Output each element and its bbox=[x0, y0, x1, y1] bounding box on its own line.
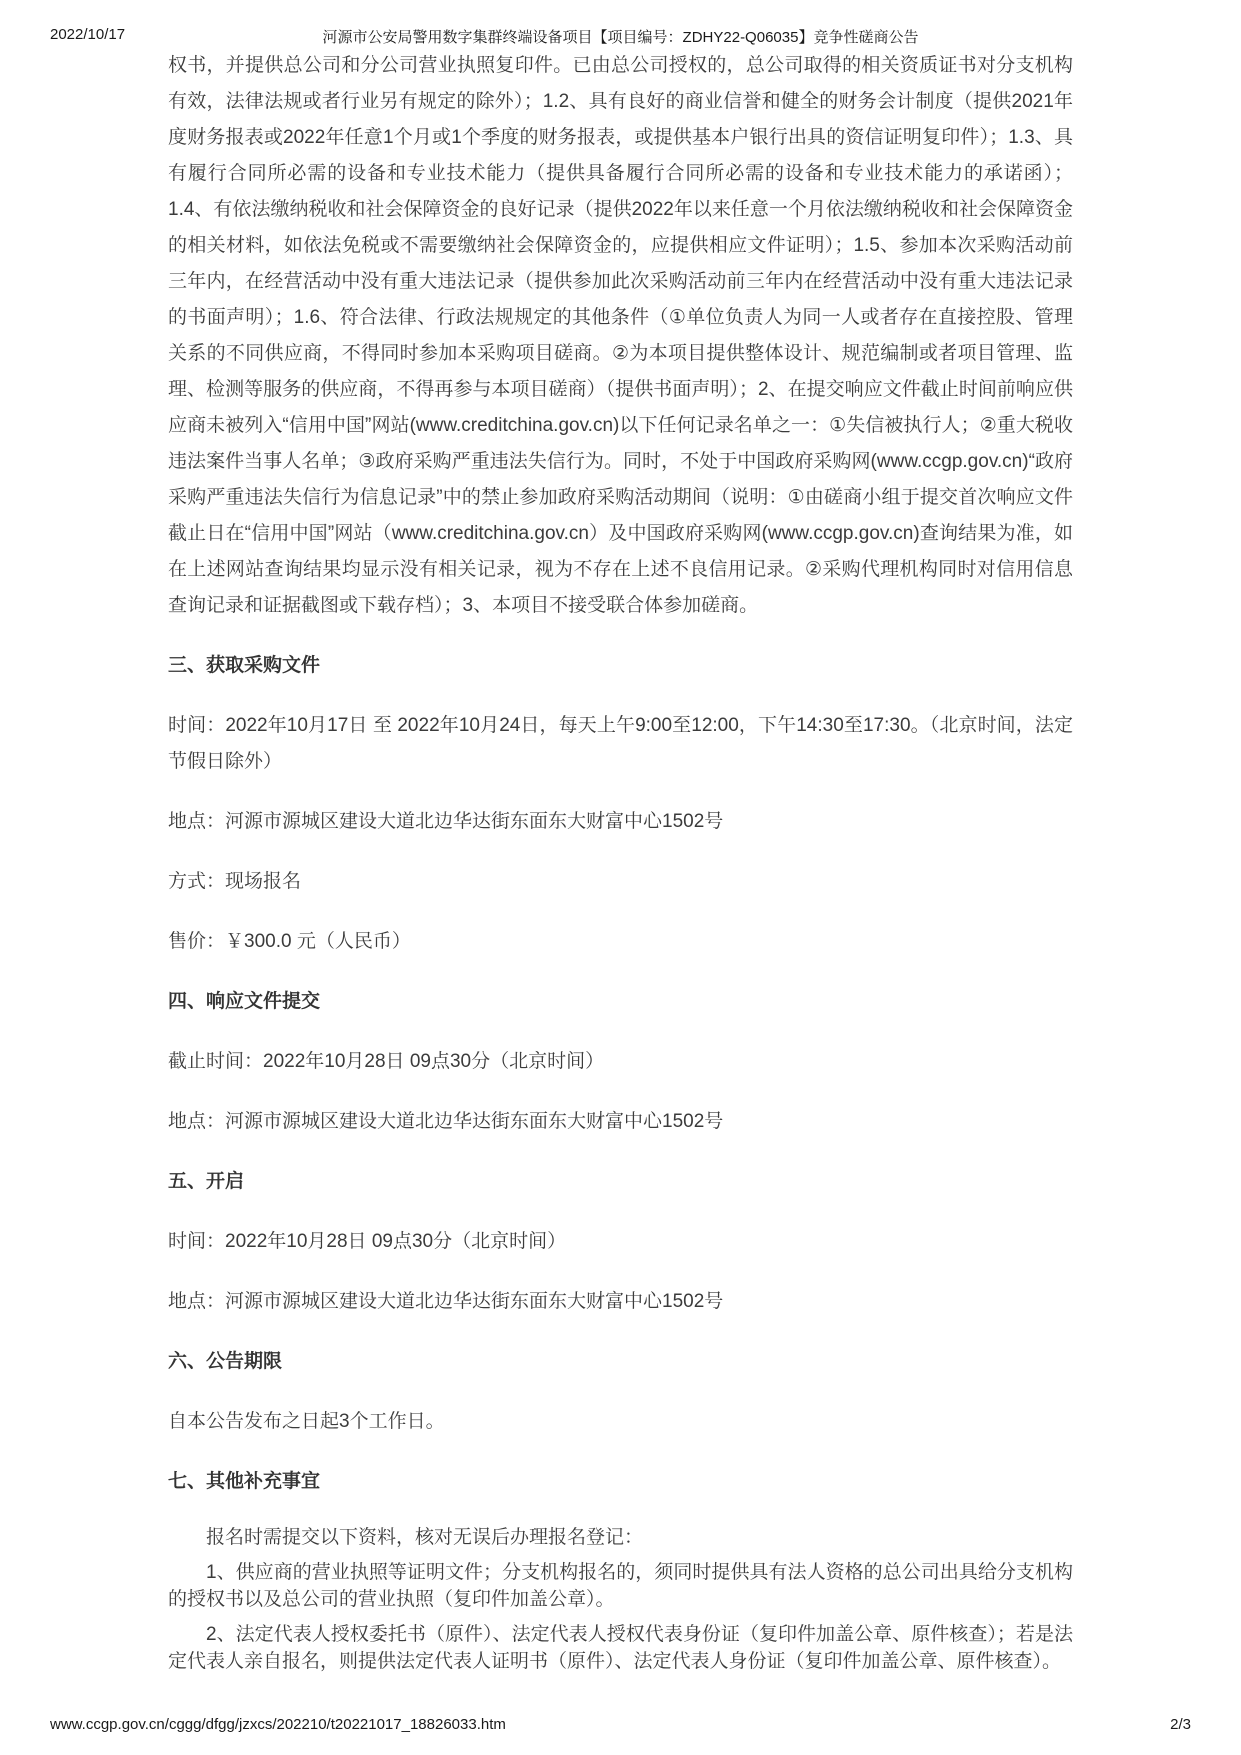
obtain-method-line: 方式：现场报名 bbox=[168, 871, 302, 892]
print-footer bbox=[50, 1716, 1191, 1733]
print-date: 2022/10/17 bbox=[50, 26, 126, 43]
document-content bbox=[168, 48, 1073, 1683]
section-heading-response-document-submission: 四、响应文件提交 bbox=[168, 991, 321, 1012]
print-header bbox=[50, 26, 1191, 48]
opening-time-line: 时间：2022年10月28日 09点30分（北京时间） bbox=[168, 1231, 567, 1252]
footer-page-number: 2/3 bbox=[1170, 1716, 1191, 1733]
footer-url: www.ccgp.gov.cn/cggg/dfgg/jzxcs/202210/t20221017_18826033.htm bbox=[50, 1716, 506, 1733]
submission-location-line: 地点：河源市源城区建设大道北边华达街东面东大财富中心1502号 bbox=[168, 1111, 724, 1132]
section-heading-opening: 五、开启 bbox=[168, 1171, 245, 1192]
obtain-location-line: 地点：河源市源城区建设大道北边华达街东面东大财富中心1502号 bbox=[168, 811, 724, 832]
registration-material-item-2: 2、法定代表人授权委托书（原件）、法定代表人授权代表身份证（复印件加盖公章、原件核查）；若是法定代表人亲自报名，则提供法定代表人证明书（原件）、法定代表人身份证（复印件加盖公章、原件核查）。 bbox=[168, 1624, 1073, 1672]
section-heading-other-supplementary-matters: 七、其他补充事宜 bbox=[168, 1471, 321, 1492]
qualification-requirements-paragraph: 权书，并提供总公司和分公司营业执照复印件。已由总公司授权的，总公司取得的相关资质证书对分支机构有效，法律法规或者行业另有规定的除外）；1.2、具有良好的商业信誉和健全的财务会计制度（提供2021年度财务报表或2022年任意1个月或1个季度的财务报表，或提供基本户银行出具的资信证明复印件）；1.3、具有履行合同所必需的设备和专业技术能力（提供具备履行合同所必需的设备和专业技术能力的承诺函）；1.4、有依法缴纳税收和社会保障资金的良好记录（提供2022年以来任意一个月依法缴纳税收和社会保障资金的相关材料，如依法免税或不需要缴纳社会保障资金的，应提供相应文件证明）；1.5、参加本次采购活动前三年内，在经营活动中没有重大违法记录（提供参加此次采购活动前三年内在经营活动中没有重大违法记录的书面声明）；1.6、符合法律、行政法规规定的其他条件（①单位负责人为同一人或者存在直接控股、管理关系的不同供应商，不得同时参加本采购项目磋商。②为本项目提供整体设计、规范编制或者项目管理、监理、检测等服务的供应商，不得再参与本项目磋商）（提供书面声明）；2、在提交响应文件截止时间前响应供应商未被列入“信用中国”网站(www.creditchina.gov.cn)以下任何记录名单之一：①失信被执行人；②重大税收违法案件当事人名单；③政府采购严重违法失信行为。同时，不处于中国政府采购网(www.ccgp.gov.cn)“政府采购严重违法失信行为信息记录”中的禁止参加政府采购活动期间（说明：①由磋商小组于提交首次响应文件截止日在“信用中国”网站（www.creditchina.gov.cn）及中国政府采购网(www.ccgp.gov.cn)查询结果为准，如在上述网站查询结果均显示没有相关记录，视为不存在上述不良信用记录。②采购代理机构同时对信用信息查询记录和证据截图或下载存档）；3、本项目不接受联合体参加磋商。 bbox=[168, 55, 1073, 616]
registration-material-item-1: 1、供应商的营业执照等证明文件；分支机构报名的，须同时提供具有法人资格的总公司出具给分支机构的授权书以及总公司的营业执照（复印件加盖公章）。 bbox=[168, 1562, 1073, 1610]
section-heading-announcement-period: 六、公告期限 bbox=[168, 1351, 283, 1372]
document-title: 河源市公安局警用数字集群终端设备项目【项目编号：ZDHY22-Q06035】竞争性磋商公告 bbox=[322, 29, 919, 46]
opening-location-line: 地点：河源市源城区建设大道北边华达街东面东大财富中心1502号 bbox=[168, 1291, 724, 1312]
obtain-price-line: 售价：￥300.0 元（人民币） bbox=[168, 931, 411, 952]
registration-materials-intro-line: 报名时需提交以下资料，核对无误后办理报名登记： bbox=[206, 1527, 644, 1548]
section-heading-obtain-procurement-documents: 三、获取采购文件 bbox=[168, 655, 321, 676]
announcement-period-line: 自本公告发布之日起3个工作日。 bbox=[168, 1411, 445, 1432]
obtain-time-line: 时间：2022年10月17日 至 2022年10月24日，每天上午9:00至12:00，下午14:30至17:30。（北京时间，法定节假日除外） bbox=[168, 715, 1073, 772]
submission-deadline-line: 截止时间：2022年10月28日 09点30分（北京时间） bbox=[168, 1051, 605, 1072]
